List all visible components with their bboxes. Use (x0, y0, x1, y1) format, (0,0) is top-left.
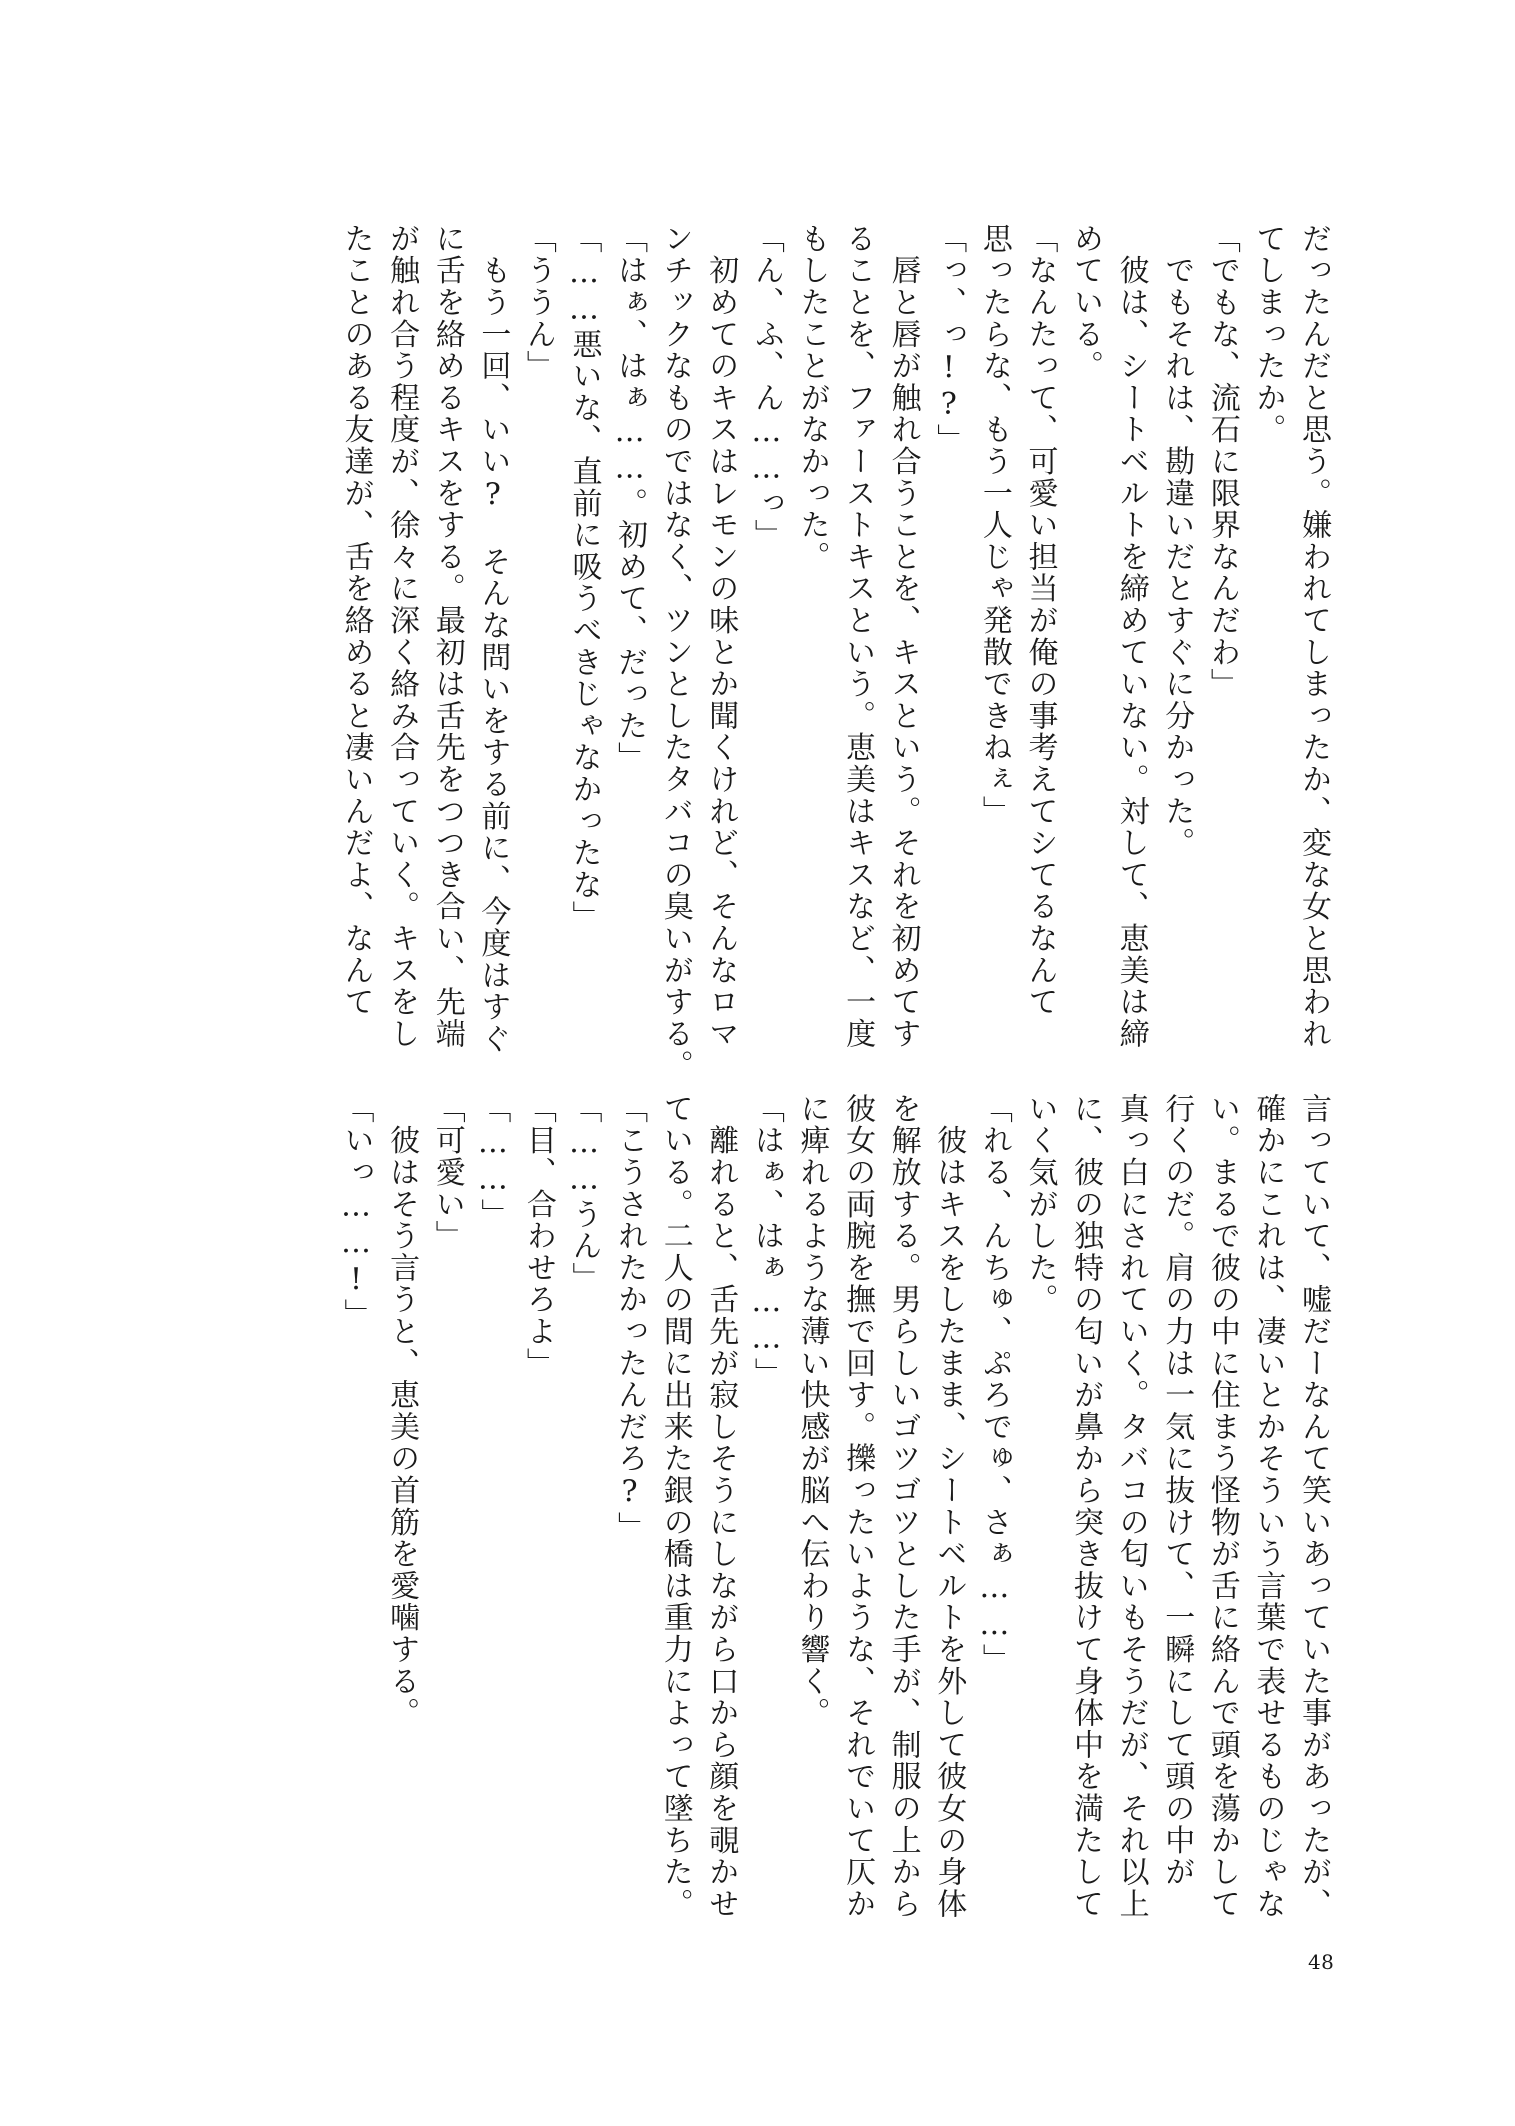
text-line: 「いっ……!」 (338, 1093, 374, 1331)
text-line: てしまったか。 (1250, 223, 1286, 446)
text-line: ンチックなものではなく、ツンとしたタバコの臭いがする。 (657, 223, 693, 1082)
text-line: い。まるで彼の中に住まう怪物が舌に絡んで頭を蕩かして (1204, 1093, 1240, 1920)
top-text-block (333, 223, 1336, 1082)
text-line: 「……」 (475, 1093, 511, 1231)
text-line: 彼女の両腕を撫で回す。擽ったいような、それでいて仄か (840, 1093, 876, 1920)
text-line: 「目、合わせろよ」 (520, 1093, 556, 1380)
text-line: 「可愛い」 (429, 1093, 465, 1252)
text-line: ることを、ファーストキスという。恵美はキスなど、一度 (840, 223, 876, 1050)
text-line: 彼はそう言うと、恵美の首筋を愛噛する。 (384, 1093, 420, 1729)
text-line: いく気がした。 (1022, 1093, 1058, 1316)
text-line: 「はぁ、はぁ……。初めて、だった」 (612, 223, 648, 774)
bottom-text-block (333, 1093, 1336, 1920)
text-line: 「……うん」 (566, 1093, 602, 1294)
text-line: 「っ、っ!?」 (931, 223, 967, 456)
text-line: だったんだと思う。嫌われてしまったか、変な女と思われ (1296, 223, 1331, 1050)
text-line: に、彼の独特の匂いが鼻から突き抜けて身体中を満たして (1068, 1093, 1104, 1920)
text-line: 初めてのキスはレモンの味とか聞くけれど、そんなロマ (703, 223, 739, 1050)
text-line: でもそれは、勘違いだとすぐに分かった。 (1159, 223, 1195, 859)
text-line: 彼は、シートベルトを締めていない。対して、恵美は締 (1113, 223, 1149, 1050)
page-number: 48 (1308, 1950, 1335, 1974)
text-line: 「はぁ、はぁ……」 (748, 1093, 784, 1390)
text-line: 「なんたって、可愛い担当が俺の事考えてシてるなんて (1022, 223, 1058, 1018)
text-line: に舌を絡めるキスをする。最初は舌先をつつき合い、先端 (429, 223, 465, 1050)
text-line: 確かにこれは、凄いとかそういう言葉で表せるものじゃな (1250, 1093, 1286, 1920)
text-line: たことのある友達が、舌を絡めると凄いんだよ、なんて (338, 223, 374, 1018)
text-line: 「でもな、流石に限界なんだわ」 (1204, 223, 1240, 700)
text-line: 「ううん」 (520, 223, 556, 382)
text-line: もう一回、いい? そんな問いをする前に、今度はすぐ (475, 223, 511, 1055)
text-line: 「ん、ふ、ん……っ」 (748, 223, 784, 551)
text-line: に痺れるような薄い快感が脳へ伝わり響く。 (794, 1093, 830, 1729)
text-line: 唇と唇が触れ合うことを、キスという。それを初めてす (885, 223, 921, 1050)
text-line: 言っていて、嘘だーなんて笑いあっていた事があったが、 (1296, 1093, 1331, 1920)
text-line: 「こうされたかったんだろ?」 (612, 1093, 648, 1544)
text-line: を解放する。男らしいゴツゴツとした手が、制服の上から (885, 1093, 921, 1920)
text-line: 行くのだ。肩の力は一気に抜けて、一瞬にして頭の中が (1159, 1093, 1195, 1888)
text-line: ている。二人の間に出来た銀の橋は重力によって墜ちた。 (657, 1093, 693, 1920)
text-line: もしたことがなかった。 (794, 223, 830, 573)
text-line: 離れると、舌先が寂しそうにしながら口から顔を覗かせ (703, 1093, 739, 1920)
text-line: 「れる、んちゅ、ぷろでゅ、さぁ……」 (976, 1093, 1012, 1676)
text-line: 真っ白にされていく。タバコの匂いもそうだが、それ以上 (1113, 1093, 1149, 1920)
text-line: めている。 (1068, 223, 1104, 382)
text-line: 彼はキスをしたまま、シートベルトを外して彼女の身体 (931, 1093, 967, 1920)
text-line: 思ったらな、もう一人じゃ発散できねぇ」 (976, 223, 1012, 828)
text-line: 「……悪いな、直前に吸うべきじゃなかったな」 (566, 223, 602, 933)
text-line: が触れ合う程度が、徐々に深く絡み合っていく。キスをし (384, 223, 420, 1050)
